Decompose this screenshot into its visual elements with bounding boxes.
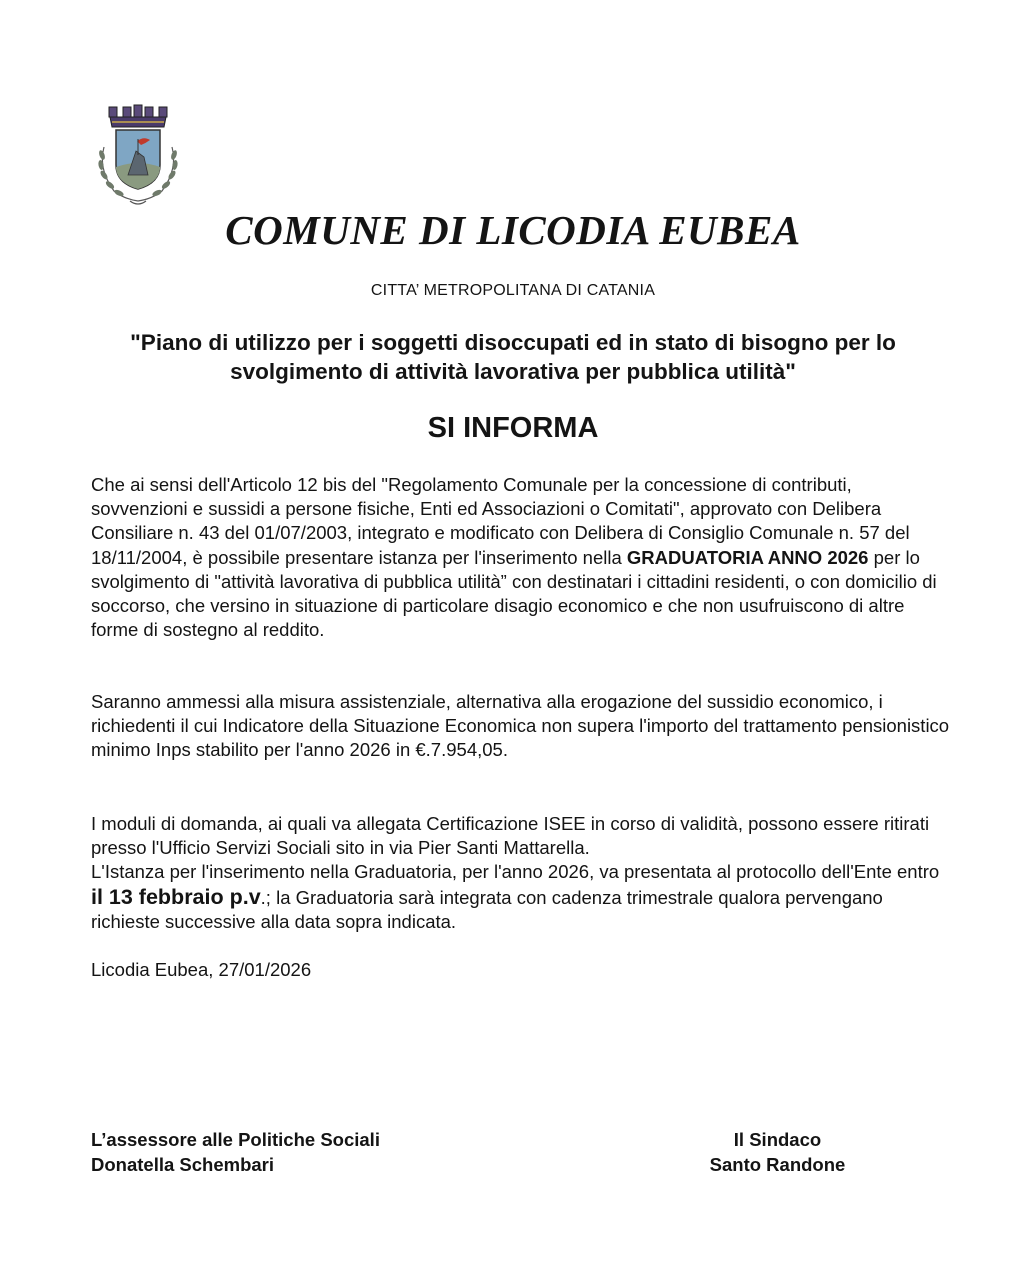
- shield-icon: [116, 130, 160, 189]
- paragraph-3-line-1: I moduli di domanda, ai quali va allegata Certificazione ISEE in corso di validità, possono essere ritirati presso l'Ufficio Servizi Sociali sito in via Pier Santi Mattarella.: [91, 813, 930, 859]
- graduatoria-highlight: GRADUATORIA ANNO 2026: [626, 546, 869, 568]
- paragraph-application: [91, 812, 951, 934]
- coat-of-arms-logo: [92, 103, 184, 209]
- project-title-line-2: svolgimento di attività lavorativa per pubblica utilità": [230, 359, 796, 384]
- page-title: COMUNE DI LICODIA EUBEA: [225, 207, 801, 253]
- paragraph-1-text-b: per lo svolgimento di "attività lavorativa di pubblica utilità” con destinatari i cittadini residenti, o con domicilio di soccorso, che versino in situazione di particolare disagio economico e che non usufruiscono di altre forme di sostegno al reddito.: [91, 546, 937, 641]
- crown-icon: [109, 105, 167, 127]
- place-date: Licodia Eubea, 27/01/2026: [91, 959, 312, 980]
- deadline-highlight: il 13 febbraio p.v: [91, 884, 261, 909]
- signature-assessore: [91, 1128, 380, 1177]
- page-subtitle: CITTA’ METROPOLITANA DI CATANIA: [370, 282, 656, 299]
- paragraph-3-line-2a: L'Istanza per l'inserimento nella Graduatoria, per l'anno 2026, va presentata al protocollo dell'Ente entro: [91, 861, 940, 883]
- project-title: [60, 328, 966, 386]
- signature-sindaco: [690, 1128, 865, 1177]
- ribbon-icon: [130, 201, 146, 204]
- project-title-line-1: "Piano di utilizzo per i soggetti disoccupati ed in stato di bisogno per lo: [130, 330, 896, 355]
- paragraph-eligibility: [91, 473, 951, 642]
- paragraph-3-line-2b: .; la Graduatoria sarà integrata con cadenza trimestrale qualora pervengano richieste successive alla data sopra indicata.: [91, 886, 883, 932]
- signature-right-name: Santo Randone: [709, 1153, 846, 1175]
- paragraph-admission: Saranno ammessi alla misura assistenziale, alternativa alla erogazione del sussidio economico, i richiedenti il cui Indicatore della Situazione Economica non supera l'importo del trattamento pensionistico minimo Inps stabilito per l'anno 2026 in €.7.954,05.: [91, 691, 950, 761]
- section-heading: SI INFORMA: [427, 412, 599, 444]
- signature-left-role: L’assessore alle Politiche Sociali: [91, 1129, 380, 1150]
- signature-right-role: Il Sindaco: [733, 1129, 822, 1150]
- paragraph-1-text-a: Che ai sensi dell'Articolo 12 bis del "Regolamento Comunale per la concessione di contributi, sovvenzioni e sussidi a persone fisiche, Enti ed Associazioni o Comitati", approvato con Delibera Consiliare n. 43 del 01/07/2003, integrato e modificato con Delibera di Consiglio Comunale n. 57 del 18/11/2004, è possibile presentare istanza per l'inserimento nella: [91, 474, 910, 568]
- signature-left-name: Donatella Schembari: [91, 1153, 275, 1175]
